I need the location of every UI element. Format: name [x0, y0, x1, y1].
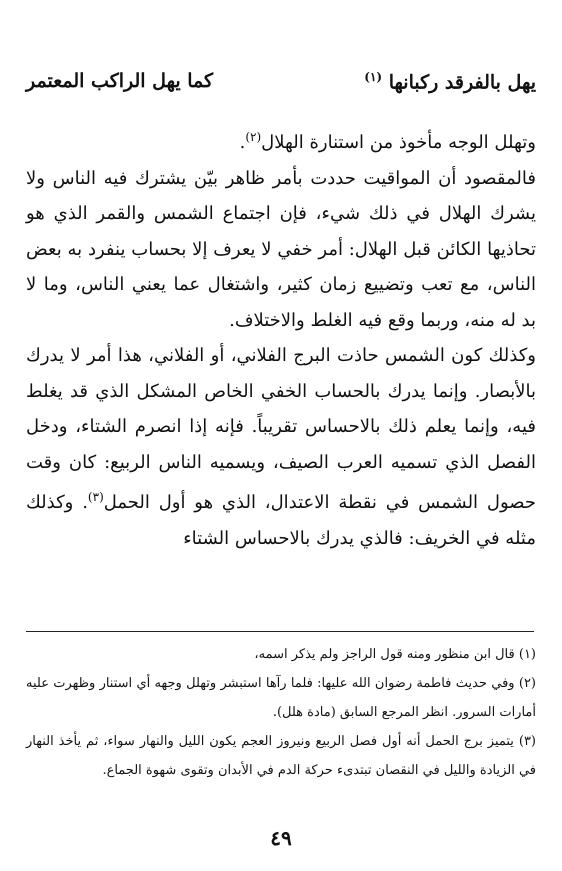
footnote-marker: (٢) [245, 130, 262, 144]
main-text [26, 120, 536, 556]
footnote-marker: (١) [364, 70, 383, 84]
verse-hemistich-second: كما يهل الراكب المعتمر [26, 70, 214, 92]
footnote: (٣) يتميز برج الحمل أنه أول فصل الربيع ونيروز العجم يكون الليل والنهار سواء، ثم يأخذ النهار في الزيادة والليل في النقصان تبتدىء حركة الدم في الأبدان وتقوى شهوة الجماع. [26, 734, 536, 778]
footnotes [26, 640, 536, 785]
footnote-marker: (٣) [87, 490, 104, 504]
page-number: ٤٩ [270, 826, 292, 850]
paragraph: وتهلل الوجه مأخوذ من استنارة الهلال$^{(٢)}$. [239, 130, 536, 153]
paragraph: وكذلك كون الشمس حاذت البرج الفلاني، أو الفلاني، هذا أمر لا يدرك بالأبصار. وإنما يدرك بالحساب الخفي الخاص المشكل الذي قد يغلط فيه، وإنما يعلم ذلك بالاحساس تقريباً. فإنه إذا انصرم الشتاء، ودخل الفصل الذي تسميه العرب الصيف، ويسميه الناس الربيع: كان وقت حصول الشمس في نقطة الاعتدال، الذي هو أول الحمل$^{(٣)}$. وكذلك مثله في الخريف: فالذي يدرك بالاحساس الشتاء [26, 345, 536, 549]
paragraph: فالمقصود أن المواقيت حددت بأمر ظاهر بيّن يشترك فيه الناس ولا يشرك الهلال في ذلك شيء، فإن اجتماع الشمس والقمر الذي هو تحاذيها الكائن قبل الهلال: أمر خفي لا يعرف إلا بحساب ينفرد به بعض الناس، مع تعب وتضييع زمان كثير، واشتغال عما يعني الناس، وما لا بد له منه، وربما وقع فيه الغلط والاختلاف. [26, 167, 536, 331]
footnote: (٢) وفي حديث فاطمة رضوان الله عليها: فلما رآها استبشر وتهلل وجهه أي استنار وظهرت عليه أمارات السرور. انظر المرجع السابق (مادة هلل). [26, 676, 536, 720]
footnote: (١) قال ابن منظور ومنه قول الراجز ولم يذكر اسمه، [254, 647, 536, 662]
footnote-separator [26, 631, 534, 632]
verse-hemistich-first: يهل بالفرقد ركبانها $^{(١)}$ [364, 70, 536, 94]
